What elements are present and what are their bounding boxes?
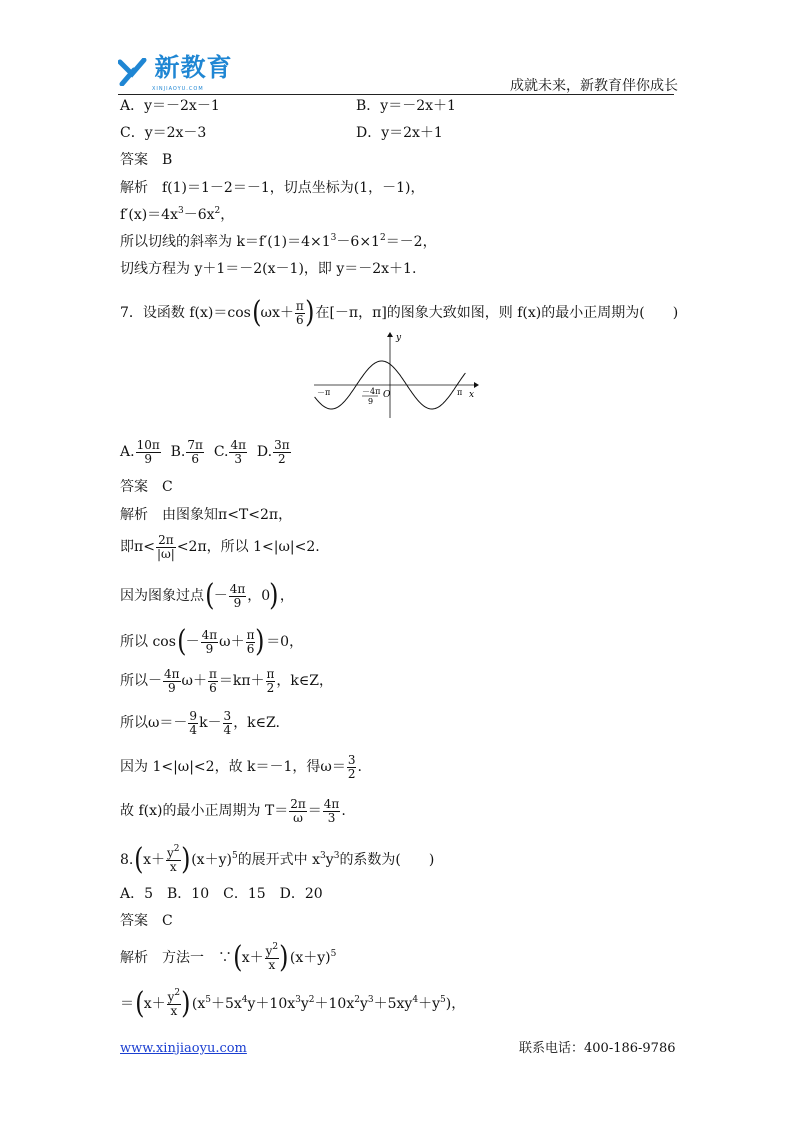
q8-solution-line1: 解析 方法一 ∵(x＋ $\frac{y^2}{x}$ )$(x+y)^5$ bbox=[120, 940, 337, 975]
q7-solution-line5: 所以－ $\frac{4\pi}{9}$ ω＋ $\frac{\pi}{6}$ ＝kπ＋ $\frac{\pi}{2}$ ，k∈Z， bbox=[120, 666, 333, 695]
q6-option-c: C．y＝2x－3 bbox=[120, 125, 207, 141]
q7-solution-line8: 故 f(x)的最小正周期为 T＝ $\frac{2\pi}{\omega}$ ＝ $\frac{4\pi}{3}$ . bbox=[120, 796, 346, 825]
q7-answer: 答案 C bbox=[120, 479, 173, 495]
logo-subtext: XINJIAOYU.COM bbox=[152, 86, 204, 92]
q6-solution-line1: 解析 f(1)＝1－2＝－1，切点坐标为(1，－1)， bbox=[120, 180, 425, 196]
footer-phone: 联系电话：400-186-9786 bbox=[519, 1041, 676, 1056]
logo-text: 新教育 bbox=[154, 53, 233, 82]
q8-stem: 8.(x＋ $\frac{y^2}{x}$ )$(x+y)^5$的展开式中 $x^3y^3$的系数为( ) bbox=[120, 842, 435, 877]
q6-option-d: D．y＝2x＋1 bbox=[356, 125, 443, 141]
q7-solution-line3: 因为图象过点(－ $\frac{4\pi}{9}$ ，0)， bbox=[120, 578, 294, 613]
cosine-graph bbox=[310, 330, 480, 420]
q8-options: A．5 B．10 C．15 D．20 bbox=[120, 886, 323, 902]
footer-website-link[interactable]: www.xinjiaoyu.com bbox=[120, 1041, 247, 1056]
header-rule bbox=[118, 94, 674, 95]
q8-answer: 答案 C bbox=[120, 913, 173, 929]
header-slogan: 成就未来，新教育伴你成长 bbox=[510, 78, 678, 94]
x-axis-label: x bbox=[469, 390, 475, 400]
y-axis-arrow bbox=[387, 332, 393, 337]
origin-label: O bbox=[383, 390, 391, 400]
q7-options: A. $\frac{10\pi}{9}$ B. $\frac{7\pi}{6}$ C. $\frac{4\pi}{3}$ D. $\frac{3\pi}{2}$ bbox=[120, 437, 290, 466]
neg-pi-label: －π bbox=[317, 388, 331, 397]
q7-solution-line1: 解析 由图象知π<T<2π， bbox=[120, 507, 293, 523]
q7-solution-line7: 因为 1<|ω|<2，故 k＝－1，得ω＝ $\frac{3}{2}$ . bbox=[120, 752, 362, 781]
q7-stem: 7．设函数 f(x)＝cos(ωx＋ $\frac{\pi}{6}$ )在[－π，π]的图象大致如图，则 f(x)的最小正周期为( ) bbox=[120, 295, 679, 330]
x-axis-arrow bbox=[474, 382, 479, 388]
q6-answer: 答案 B bbox=[120, 152, 173, 168]
pos-pi-label: π bbox=[457, 388, 463, 397]
q7-solution-line6: 所以ω＝－ $\frac{9}{4}$ k－ $\frac{3}{4}$ ，k∈Z. bbox=[120, 708, 280, 737]
q8-solution-line2: ＝(x＋ $\frac{y^2}{x}$ )$(x^5+5x^4y+10x^3y^2+10x^2y^3+5xy^4+y^5)$， bbox=[120, 986, 466, 1021]
q6-solution-line2: $f'(x)=4x^3-6x^2$， bbox=[120, 206, 235, 223]
tick-label-den: 9 bbox=[368, 397, 374, 406]
q6-option-a: A．y＝－2x－1 bbox=[120, 98, 220, 114]
q7-solution-line4: 所以 cos(－ $\frac{4\pi}{9}$ ω＋ $\frac{\pi}{6}$ )＝0， bbox=[120, 624, 304, 659]
q6-solution-line4: 切线方程为 y＋1＝－2(x－1)，即 y＝－2x＋1. bbox=[120, 261, 417, 277]
q6-option-b: B．y＝－2x＋1 bbox=[356, 98, 456, 114]
q6-solution-line3: 所以切线的斜率为 $k=f'(1)=4\times 1^3-6\times 1^2=-2$， bbox=[120, 233, 437, 250]
q7-solution-line2: 即π< $\frac{2\pi}{|\omega|}$ <2π，所以 1<|ω|<2. bbox=[120, 532, 320, 561]
tick-label-num: －4π bbox=[362, 387, 381, 396]
logo-icon bbox=[118, 58, 150, 86]
y-axis-label: y bbox=[396, 333, 402, 343]
